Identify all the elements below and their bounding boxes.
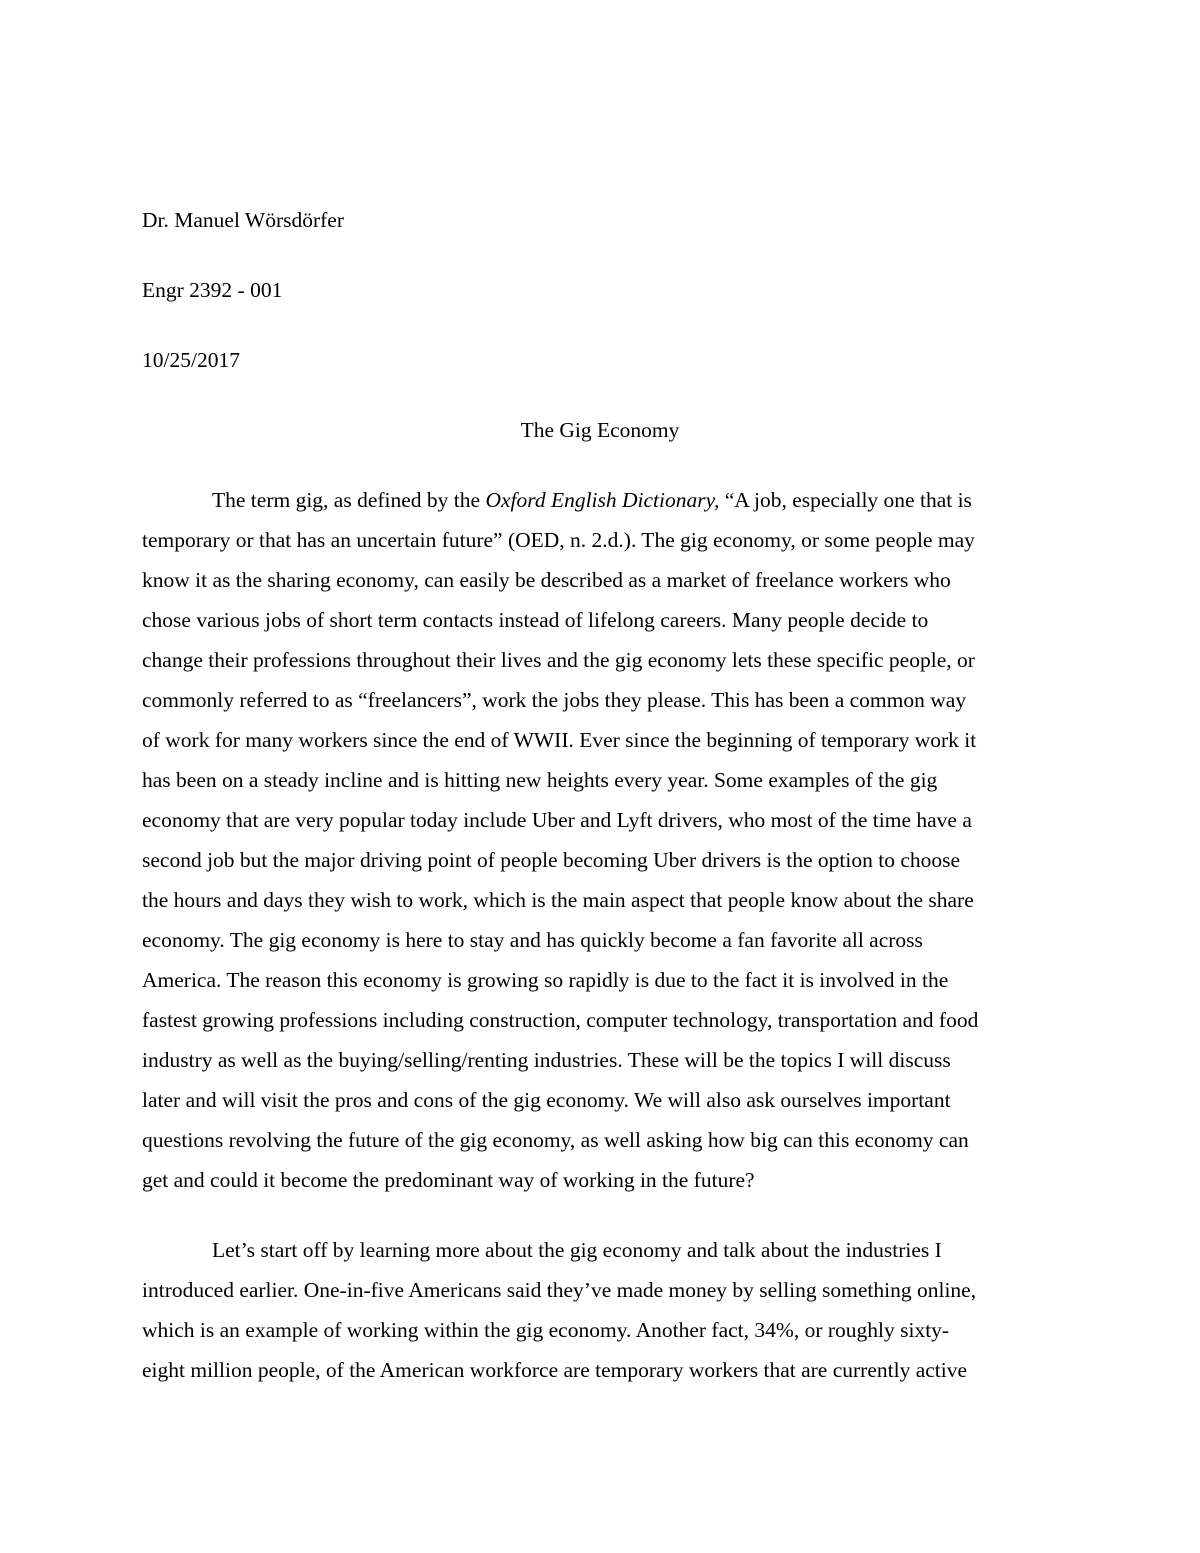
text-segment: questions revolving the future of the gig economy, as well asking how big can this economy can	[142, 1128, 969, 1152]
text-segment: has been on a steady incline and is hitting new heights every year. Some examples of the gig	[142, 768, 938, 792]
text-segment: change their professions throughout their lives and the gig economy lets these specific people, or	[142, 648, 975, 672]
paragraph-line	[142, 1310, 1058, 1350]
text-segment: temporary or that has an uncertain future” (OED, n. 2.d.). The gig economy, or some people may	[142, 528, 975, 552]
date-line: 10/25/2017	[142, 348, 240, 372]
text-segment: chose various jobs of short term contacts instead of lifelong careers. Many people decide to	[142, 608, 929, 632]
paragraph-line	[142, 960, 1058, 1000]
text-segment: second job but the major driving point of people becoming Uber drivers is the option to choose	[142, 848, 961, 872]
paragraph-line	[142, 680, 1058, 720]
paragraph-line	[142, 800, 1058, 840]
paragraph-line	[142, 1000, 1058, 1040]
paragraph-line	[142, 760, 1058, 800]
text-segment: America. The reason this economy is growing so rapidly is due to the fact it is involved in the	[142, 968, 949, 992]
text-segment: eight million people, of the American workforce are temporary workers that are currently active	[142, 1358, 968, 1382]
author-line: Dr. Manuel Wörsdörfer	[142, 208, 345, 232]
paragraph-line	[142, 1230, 1058, 1270]
essay-paragraph	[142, 1230, 1058, 1390]
paragraph-line	[142, 720, 1058, 760]
text-segment: Let’s start off by learning more about the gig economy and talk about the industries I	[212, 1238, 942, 1262]
paragraph-line	[142, 1350, 1058, 1390]
text-segment: “A job, especially one that is	[719, 488, 972, 512]
text-segment: economy that are very popular today include Uber and Lyft drivers, who most of the time have a	[142, 808, 972, 832]
paragraph-line	[142, 1120, 1058, 1160]
text-segment: economy. The gig economy is here to stay and has quickly become a fan favorite all across	[142, 928, 923, 952]
paragraph-line	[142, 480, 1058, 520]
text-segment: commonly referred to as “freelancers”, work the jobs they please. This has been a common way	[142, 688, 967, 712]
paragraph-line	[142, 1160, 1058, 1200]
paragraph-line	[142, 520, 1058, 560]
text-segment: The term gig, as defined by the	[212, 488, 486, 512]
paragraph-line	[142, 1040, 1058, 1080]
course-line: Engr 2392 - 001	[142, 278, 283, 302]
italic-text-segment: Oxford English Dictionary,	[485, 488, 720, 512]
paragraph-line	[142, 560, 1058, 600]
text-segment: fastest growing professions including construction, computer technology, transportation and food	[142, 1008, 979, 1032]
paragraph-line	[142, 880, 1058, 920]
paragraph-line	[142, 600, 1058, 640]
text-segment: the hours and days they wish to work, which is the main aspect that people know about the share	[142, 888, 974, 912]
text-segment: of work for many workers since the end of WWII. Ever since the beginning of temporary work it	[142, 728, 977, 752]
text-segment: industry as well as the buying/selling/renting industries. These will be the topics I will discuss	[142, 1048, 951, 1072]
paragraph-line	[142, 840, 1058, 880]
text-segment: get and could it become the predominant way of working in the future?	[142, 1168, 755, 1192]
essay-paragraph	[142, 480, 1058, 1200]
essay-body	[142, 480, 1058, 1390]
paragraph-line	[142, 1080, 1058, 1120]
text-segment: introduced earlier. One-in-five Americans said they’ve made money by selling something online,	[142, 1278, 977, 1302]
paragraph-line	[142, 1270, 1058, 1310]
essay-title: The Gig Economy	[520, 418, 680, 442]
text-segment: later and will visit the pros and cons of the gig economy. We will also ask ourselves important	[142, 1088, 951, 1112]
text-segment: know it as the sharing economy, can easily be described as a market of freelance workers who	[142, 568, 951, 592]
paragraph-line	[142, 640, 1058, 680]
text-segment: which is an example of working within the gig economy. Another fact, 34%, or roughly sixty-	[142, 1318, 950, 1342]
paragraph-line	[142, 920, 1058, 960]
